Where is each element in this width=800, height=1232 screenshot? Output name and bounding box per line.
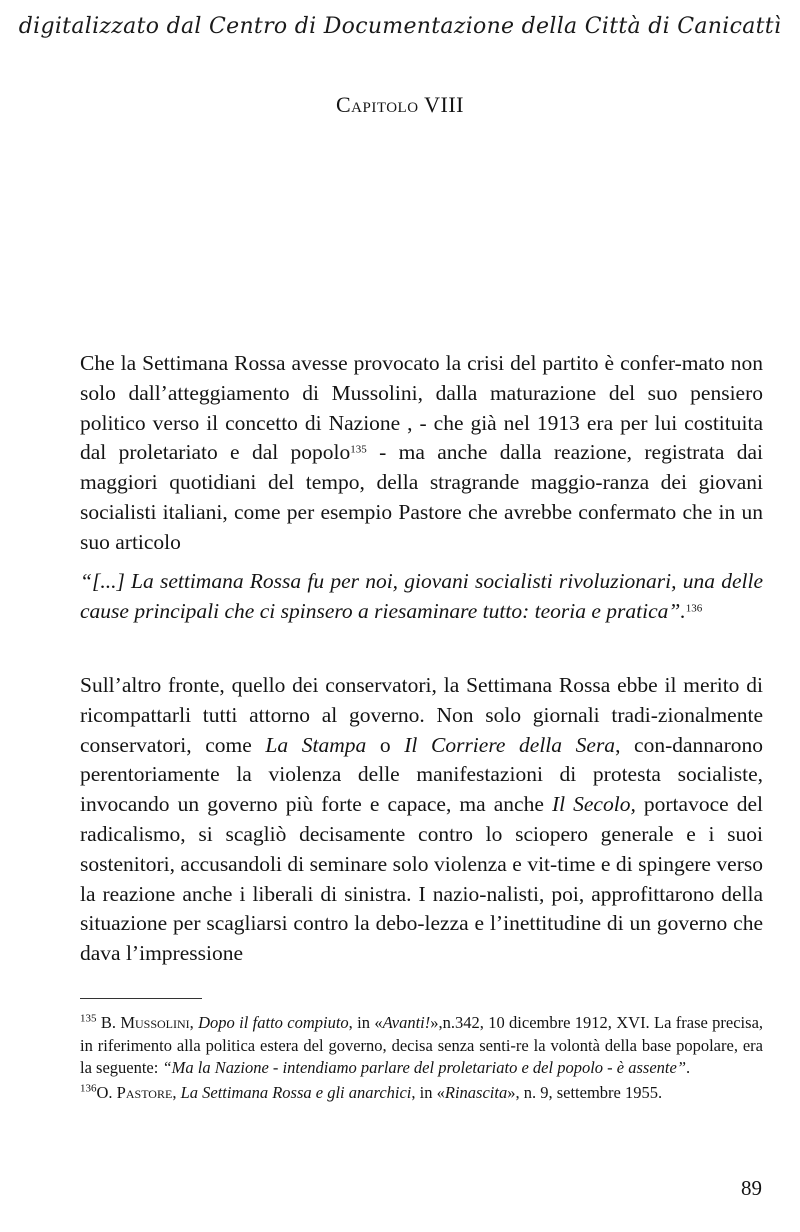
footnote-number: 135	[80, 1012, 97, 1025]
footnote-ref-135: 135	[350, 443, 367, 456]
footnote-author: Mussolini	[120, 1013, 190, 1032]
block-quote	[80, 567, 763, 627]
footnote-journal: Avanti!	[382, 1013, 431, 1032]
footnote-title: La Settimana Rossa e gli anarchici	[180, 1082, 412, 1102]
quote-text: “[...] La settimana Rossa fu per noi, giovani socialisti rivoluzionari, una delle cause principali che ci spinsero a riesaminare tutto: teoria e pratica”.	[80, 569, 763, 623]
footnote-135	[80, 1012, 763, 1080]
paragraph-2-text: Sull’altro fronte, quello dei conservatori, la Settimana Rossa ebbe il merito di ricompattarli tutti attorno al governo. Non solo giornali tradi-zionalmente conservatori, come	[80, 673, 763, 757]
digitization-watermark: digitalizzato dal Centro di Documentazione della Città di Canicattì	[18, 14, 782, 39]
footnote-separator	[80, 998, 202, 999]
paragraph-2-text: , con-dannarono perentoriamente la violenza delle manifestazioni di protesta socialiste, invocando un governo più forte e capace, ma anche	[80, 732, 763, 817]
footnote-text: , in «	[411, 1082, 445, 1102]
paragraph-2-text: o	[366, 732, 405, 757]
newspaper-title: Il Secolo,	[551, 792, 636, 817]
footnote-text: »,n.342, 10 dicembre 1912, XVI. La frase precisa, in riferimento alla politica estera del governo, decisa senza senti-re la volontà della base popolare, era la seguente:	[80, 1013, 764, 1077]
footnote-text: O.	[96, 1082, 117, 1102]
paragraph-2-text: portavoce del radicalismo, si scagliò decisamente contro lo sciopero generale e i suoi sostenitori, accusandoli di seminare solo violenza e vit-time e di spingere verso la reazione anche i liberali di sinistra. I nazio-nalisti, poi, approfittarono della situazione per scagliarsi contro la debo-lezza e l’inettitudine di un governo che dava l’impressione	[80, 792, 763, 966]
footnote-text: .	[686, 1058, 691, 1077]
footnote-text: ,	[189, 1013, 199, 1032]
footnote-quote: “Ma la Nazione - intendiamo parlare del proletariato e del popolo - è assente”	[162, 1058, 686, 1077]
newspaper-title: Il Corriere della Sera	[404, 732, 616, 757]
footnote-number: 136	[80, 1081, 97, 1094]
paragraph-1-text-a: Che la Settimana Rossa avesse provocato la crisi del partito è confer-mato non solo dall’atteggiamento di Mussolini, dalla maturazione del suo pensiero politico verso il concetto di Nazione , - che già nel 1913 era per lui costituita dal proletariato e dal popolo	[80, 351, 763, 465]
paragraph-1-text-b: - ma anche dalla reazione, registrata dai maggiori quotidiani del tempo, della stragrande maggio-ranza dei giovani socialisti italiani, come per esempio Pastore che avrebbe confermato che in un suo articolo	[80, 440, 763, 554]
footnote-text: », n. 9, settembre 1955.	[507, 1082, 663, 1102]
footnote-ref-136: 136	[685, 602, 703, 615]
paragraph-1	[80, 349, 763, 558]
footnote-136	[80, 1082, 763, 1105]
footnote-text: B.	[96, 1013, 121, 1032]
footnote-text: ,	[172, 1082, 181, 1102]
footnote-author: Pastore	[116, 1082, 173, 1102]
footnote-text: , in «	[348, 1013, 383, 1032]
footnotes	[80, 1012, 763, 1106]
page-number: 89	[741, 1176, 762, 1200]
footnote-title: Dopo il fatto compiuto	[198, 1013, 349, 1032]
footnote-journal: Rinascita	[444, 1082, 508, 1102]
chapter-title: Capitolo VIII	[335, 92, 465, 117]
newspaper-title: La Stampa	[265, 732, 367, 757]
paragraph-2	[80, 671, 763, 969]
